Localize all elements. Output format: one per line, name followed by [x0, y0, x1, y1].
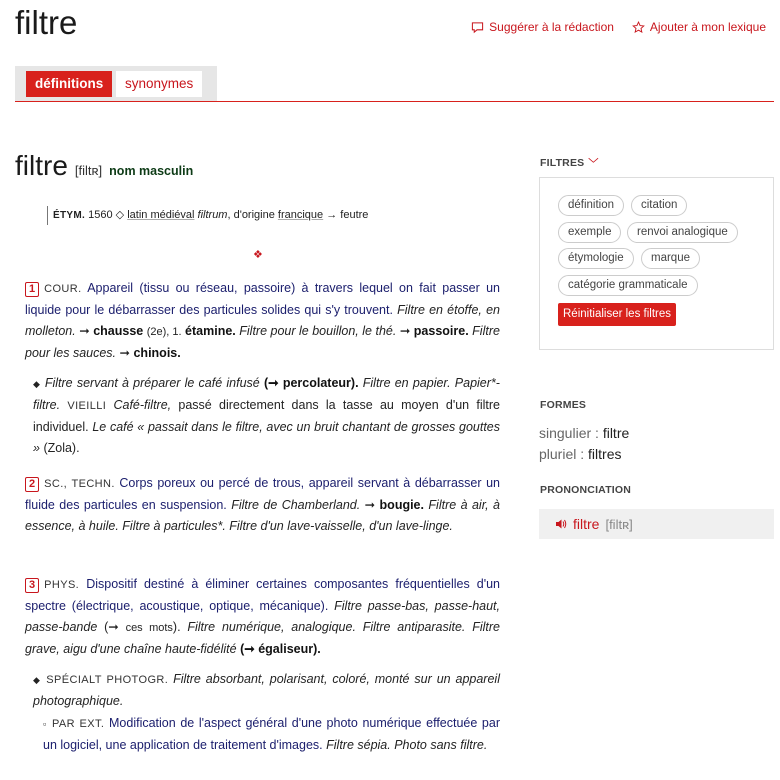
pluriel-row [539, 446, 621, 462]
singulier-label: singulier : [539, 425, 599, 441]
subsense-example: Café-filtre, [113, 398, 172, 412]
sense-label: PHYS. [44, 579, 80, 591]
filter-chip-renvoi-analogique[interactable]: renvoi analogique [627, 222, 738, 243]
etym-origin-link2[interactable]: francique [277, 209, 324, 221]
filter-chip-citation[interactable]: citation [631, 195, 687, 216]
filter-chip-definition[interactable]: définition [558, 195, 624, 216]
entry-pronunciation: [filtʀ] [74, 163, 103, 178]
prononciation-heading: PRONONCIATION [540, 484, 632, 496]
sense-3-subsubsense [43, 713, 500, 756]
etym-origin-rest: , d'origine [227, 209, 275, 221]
singulier-row [539, 425, 629, 441]
pron-word: filtre [573, 516, 600, 532]
pluriel-label: pluriel : [539, 446, 585, 462]
arrow-icon: ➞ [108, 620, 119, 634]
filter-chip-categorie-grammaticale[interactable]: catégorie grammaticale [558, 275, 698, 296]
arrow-icon: ➞ [244, 642, 255, 656]
speaker-icon [555, 518, 567, 530]
etym-origin-word: filtrum [197, 209, 228, 221]
chevron-down-icon: ﹀ [588, 159, 599, 170]
filter-chip-exemple[interactable]: exemple [558, 222, 621, 243]
subsense-example: Filtre en papier. Papier*-filtre. [33, 376, 500, 412]
suggest-button[interactable] [471, 20, 614, 34]
section-separator: ❖ [253, 249, 263, 261]
sense-example: Filtre à air, à essence, à huile. Filtre à particules*. Filtre d'un lave-vaisselle, d'un lave-linge. [25, 498, 500, 533]
entry-grammar: nom masculin [109, 164, 194, 178]
sense-example: Filtre pour le bouillon, le thé. [239, 324, 397, 338]
singulier-value: filtre [602, 425, 630, 441]
arrow-icon: ➞ [79, 324, 90, 338]
sense-number: 1 [25, 282, 39, 297]
subsense-definition: Modification de l'aspect général d'une photo numérique effectuée par un logiciel, une application de traitement d'images. [43, 716, 500, 752]
usage-label: PAR EXT. [51, 718, 105, 730]
star-icon [632, 21, 645, 34]
sense-example: Filtre passe-bas, passe-haut, passe-bande [25, 599, 500, 634]
formes-heading: FORMES [540, 399, 587, 411]
sense-reference[interactable]: passoire. [413, 324, 469, 338]
arrow-icon: ➞ [268, 376, 279, 390]
sense-reference[interactable]: percolateur [282, 376, 351, 390]
sense-reference[interactable]: étamine. [185, 324, 236, 338]
sense-number: 2 [25, 477, 39, 492]
sense-3-subsense [33, 669, 500, 712]
top-actions [471, 20, 766, 34]
bullet-icon: ▫ [43, 719, 48, 729]
sense-definition: Appareil (tissu ou réseau, passoire) à travers lequel on fait passer un liquide pour le débarrasser des particules solides qui s'y trouvent. [25, 281, 500, 317]
sense-reference[interactable]: ces mots [125, 622, 173, 634]
arrow-icon: ➞ [364, 498, 376, 512]
sense-1 [25, 278, 500, 364]
pronunciation-player[interactable] [539, 509, 774, 539]
etymology [47, 206, 368, 225]
add-to-lexicon-button[interactable] [632, 20, 766, 34]
reset-filters-button[interactable]: Réinitialiser les filtres [558, 303, 676, 326]
sense-reference[interactable]: chausse [93, 324, 144, 338]
pron-ipa: [filtʀ] [605, 516, 633, 532]
sense-reference[interactable]: bougie. [379, 498, 424, 512]
arrow-icon: ➞ [399, 324, 411, 338]
speech-bubble-icon [471, 21, 484, 34]
etym-sep: ◇ [115, 209, 125, 221]
subsense-text: passé directement dans la tasse au moyen d'un filtre individuel. [33, 398, 500, 434]
subsense-definition: Filtre servant à préparer le café infusé [44, 376, 260, 390]
sense-3: 3 PHYS. Dispositif destiné à éliminer certaines composantes fréquentielles d'un spectre (électrique, acoustique, optique, mécanique). Filtre passe-bas, passe-haut, passe-bande (➞ ces mots). Filtre numérique, analogique. Filtre antiparasite. Filtre grave, aigu d'une chaîne haute-fidélité (➞ égaliseur). [25, 577, 500, 656]
usage-label: VIEILLI [67, 400, 107, 412]
subsense-example: Filtre sépia. Photo sans filtre. [326, 738, 488, 752]
bullet-icon: ◆ [33, 379, 41, 389]
tab-definitions[interactable]: définitions [26, 71, 112, 97]
sense-example: Filtre pour les sauces. [25, 324, 500, 360]
usage-label: SPÉCIALT PHOTOGR. [46, 674, 169, 686]
sense-example: Filtre numérique, analogique. Filtre antiparasite. Filtre grave, aigu d'une chaîne haute-fidélité [25, 620, 500, 656]
sense-number: 3 [25, 578, 39, 593]
etym-target[interactable]: feutre [340, 209, 369, 221]
subsense-example: Filtre absorbant, polarisant, coloré, monté sur un appareil photographique. [33, 672, 500, 708]
tabs-underline [15, 101, 774, 102]
entry-header [15, 150, 193, 182]
page-headword: filtre [15, 4, 78, 41]
filters-label: FILTRES [540, 156, 585, 169]
add-label: Ajouter à mon lexique [649, 20, 766, 34]
ref-note: (2e), 1. [146, 326, 182, 338]
sense-label: COUR. [44, 283, 82, 295]
filter-chip-etymologie[interactable]: étymologie [558, 248, 634, 269]
filters-toggle[interactable] [540, 155, 599, 170]
filters-panel [539, 177, 774, 350]
filter-chip-marque[interactable]: marque [641, 248, 700, 269]
bullet-icon: ◆ [33, 675, 42, 685]
pluriel-value: filtres [588, 446, 622, 462]
etym-arrow: → [326, 209, 338, 221]
sense-2 [25, 473, 500, 537]
subsense-quote: Le café « passait dans le filtre, avec un bruit chantant de grosses gouttes » [33, 420, 500, 455]
sense-reference[interactable]: chinois. [133, 346, 181, 360]
tabs-bar [15, 66, 217, 102]
suggest-label: Suggérer à la rédaction [489, 20, 614, 34]
arrow-icon: ➞ [119, 346, 130, 360]
etym-label: ÉTYM. [53, 210, 86, 221]
entry-word: filtre [15, 150, 68, 181]
tab-synonymes[interactable]: synonymes [116, 71, 202, 97]
sense-example: Filtre de Chamberland. [231, 498, 361, 512]
sense-1-subsense: ◆ Filtre servant à préparer le café infusé (➞ percolateur). Filtre en papier. Papier*-filtre. VIEILLI Café-filtre, passé directement dans la tasse au moyen d'un filtre individuel. Le café « passait dans le filtre, avec un bruit chantant de grosses gouttes » (Zola). [33, 376, 500, 455]
sense-definition: Corps poreux ou percé de trous, appareil servant à débarrasser un fluide des particules en suspension. [25, 476, 500, 512]
sense-label: SC., TECHN. [44, 478, 115, 490]
sense-example: Filtre en étoffe, en molleton. [25, 303, 500, 338]
etym-origin-link[interactable]: latin médiéval [127, 209, 195, 221]
quote-author: (Zola). [43, 441, 80, 455]
sense-reference[interactable]: égaliseur [258, 642, 314, 656]
etym-year: 1560 [88, 209, 113, 221]
sense-definition: Dispositif destiné à éliminer certaines composantes fréquentielles d'un spectre (électrique, acoustique, optique, mécanique). [25, 577, 500, 613]
